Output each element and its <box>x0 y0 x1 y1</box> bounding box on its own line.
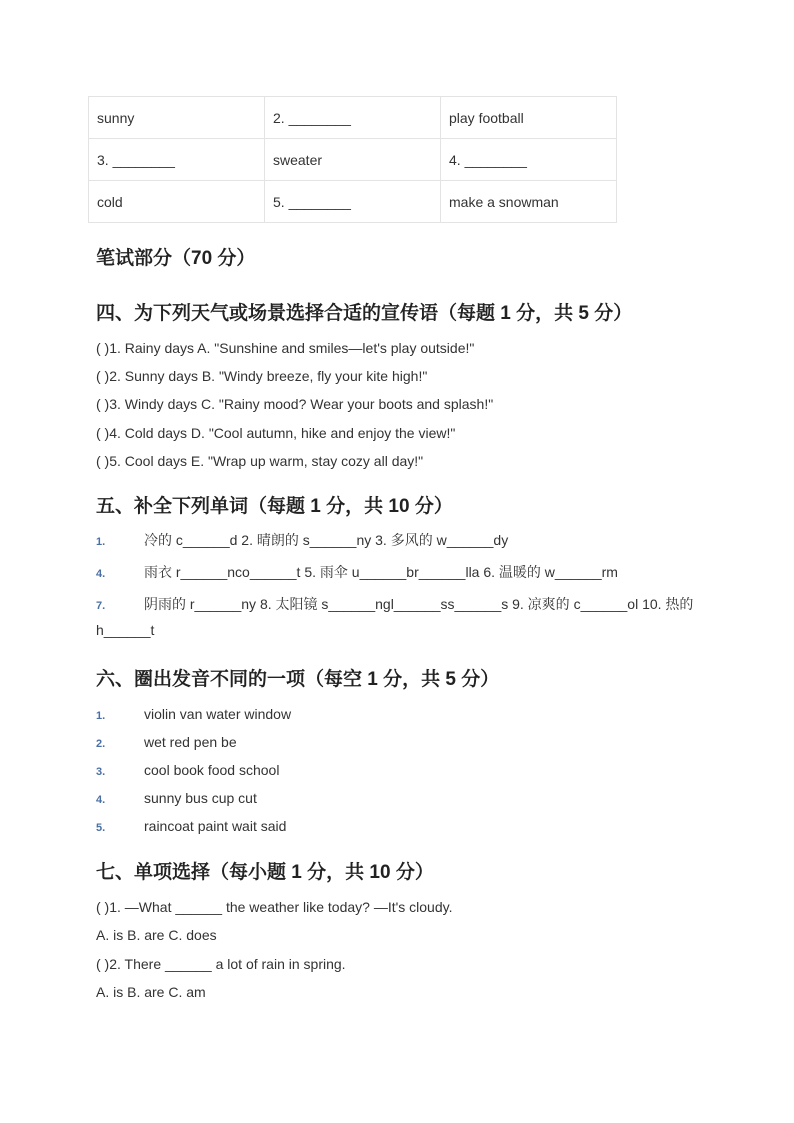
list-item <box>96 560 696 586</box>
table-cell: sunny <box>89 97 265 139</box>
item-text: wet red pen be <box>144 734 237 750</box>
table-cell: 5. ________ <box>265 181 441 223</box>
table-cell: 2. ________ <box>265 97 441 139</box>
item-text: violin van water window <box>144 706 292 722</box>
answer-options: A. is B. are C. does <box>96 927 217 943</box>
question-line: ( )2. There ______ a lot of rain in spring. <box>96 956 346 972</box>
question-line: ( )5. Cool days E. "Wrap up warm, stay cozy all day!" <box>96 453 424 469</box>
table-cell: 3. ________ <box>89 139 265 181</box>
list-item <box>96 758 696 784</box>
section4-title: 四、为下列天气或场景选择合适的宣传语（每题 1 分，共 5 分） <box>96 303 633 324</box>
question-line: ( )4. Cold days D. "Cool autumn, hike and enjoy the view!" <box>96 425 456 441</box>
section7-title: 七、单项选择（每小题 1 分，共 10 分） <box>96 862 434 883</box>
item-text: raincoat paint wait said <box>144 818 287 834</box>
section6-title: 六、圈出发音不同的一项（每空 1 分，共 5 分） <box>96 669 500 690</box>
list-item <box>96 730 696 756</box>
item-text: 冷的 c______d 2. 晴朗的 s______ny 3. 多风的 w______dy <box>144 532 509 548</box>
list-item <box>96 814 696 840</box>
table-cell: play football <box>441 97 617 139</box>
table-cell: make a snowman <box>441 181 617 223</box>
item-number: 4. <box>96 794 106 806</box>
table-row <box>89 139 617 181</box>
written-part-title: 笔试部分（70 分） <box>96 248 256 269</box>
list-item <box>96 786 696 812</box>
item-text: sunny bus cup cut <box>144 790 257 806</box>
question-line: ( )1. Rainy days A. "Sunshine and smiles—let's play outside!" <box>96 340 475 356</box>
item-number: 1. <box>96 536 106 548</box>
table-row <box>89 181 617 223</box>
answer-options: A. is B. are C. am <box>96 984 206 1000</box>
item-text: 阴雨的 r______ny 8. 太阳镜 s______ngl______ss______s 9. 凉爽的 c______ol 10. 热的 h______t <box>96 596 694 638</box>
table-cell: 4. ________ <box>441 139 617 181</box>
item-number: 5. <box>96 822 106 834</box>
item-text: 雨衣 r______nco______t 5. 雨伞 u______br______lla 6. 温暖的 w______rm <box>144 564 618 580</box>
question-line: ( )2. Sunny days B. "Windy breeze, fly your kite high!" <box>96 368 428 384</box>
question-line: ( )1. —What ______ the weather like today? —It's cloudy. <box>96 899 453 915</box>
list-item <box>96 528 696 554</box>
table-cell: cold <box>89 181 265 223</box>
list-item <box>96 592 696 642</box>
item-number: 7. <box>96 600 106 612</box>
table-cell: sweater <box>265 139 441 181</box>
table-row <box>89 97 617 139</box>
item-number: 3. <box>96 766 106 778</box>
question-line: ( )3. Windy days C. "Rainy mood? Wear your boots and splash!" <box>96 396 494 412</box>
item-number: 1. <box>96 710 106 722</box>
vocab-table <box>88 96 617 223</box>
item-number: 2. <box>96 738 106 750</box>
section5-title: 五、补全下列单词（每题 1 分，共 10 分） <box>96 496 453 517</box>
item-number: 4. <box>96 568 106 580</box>
item-text: cool book food school <box>144 762 280 778</box>
list-item <box>96 702 696 728</box>
